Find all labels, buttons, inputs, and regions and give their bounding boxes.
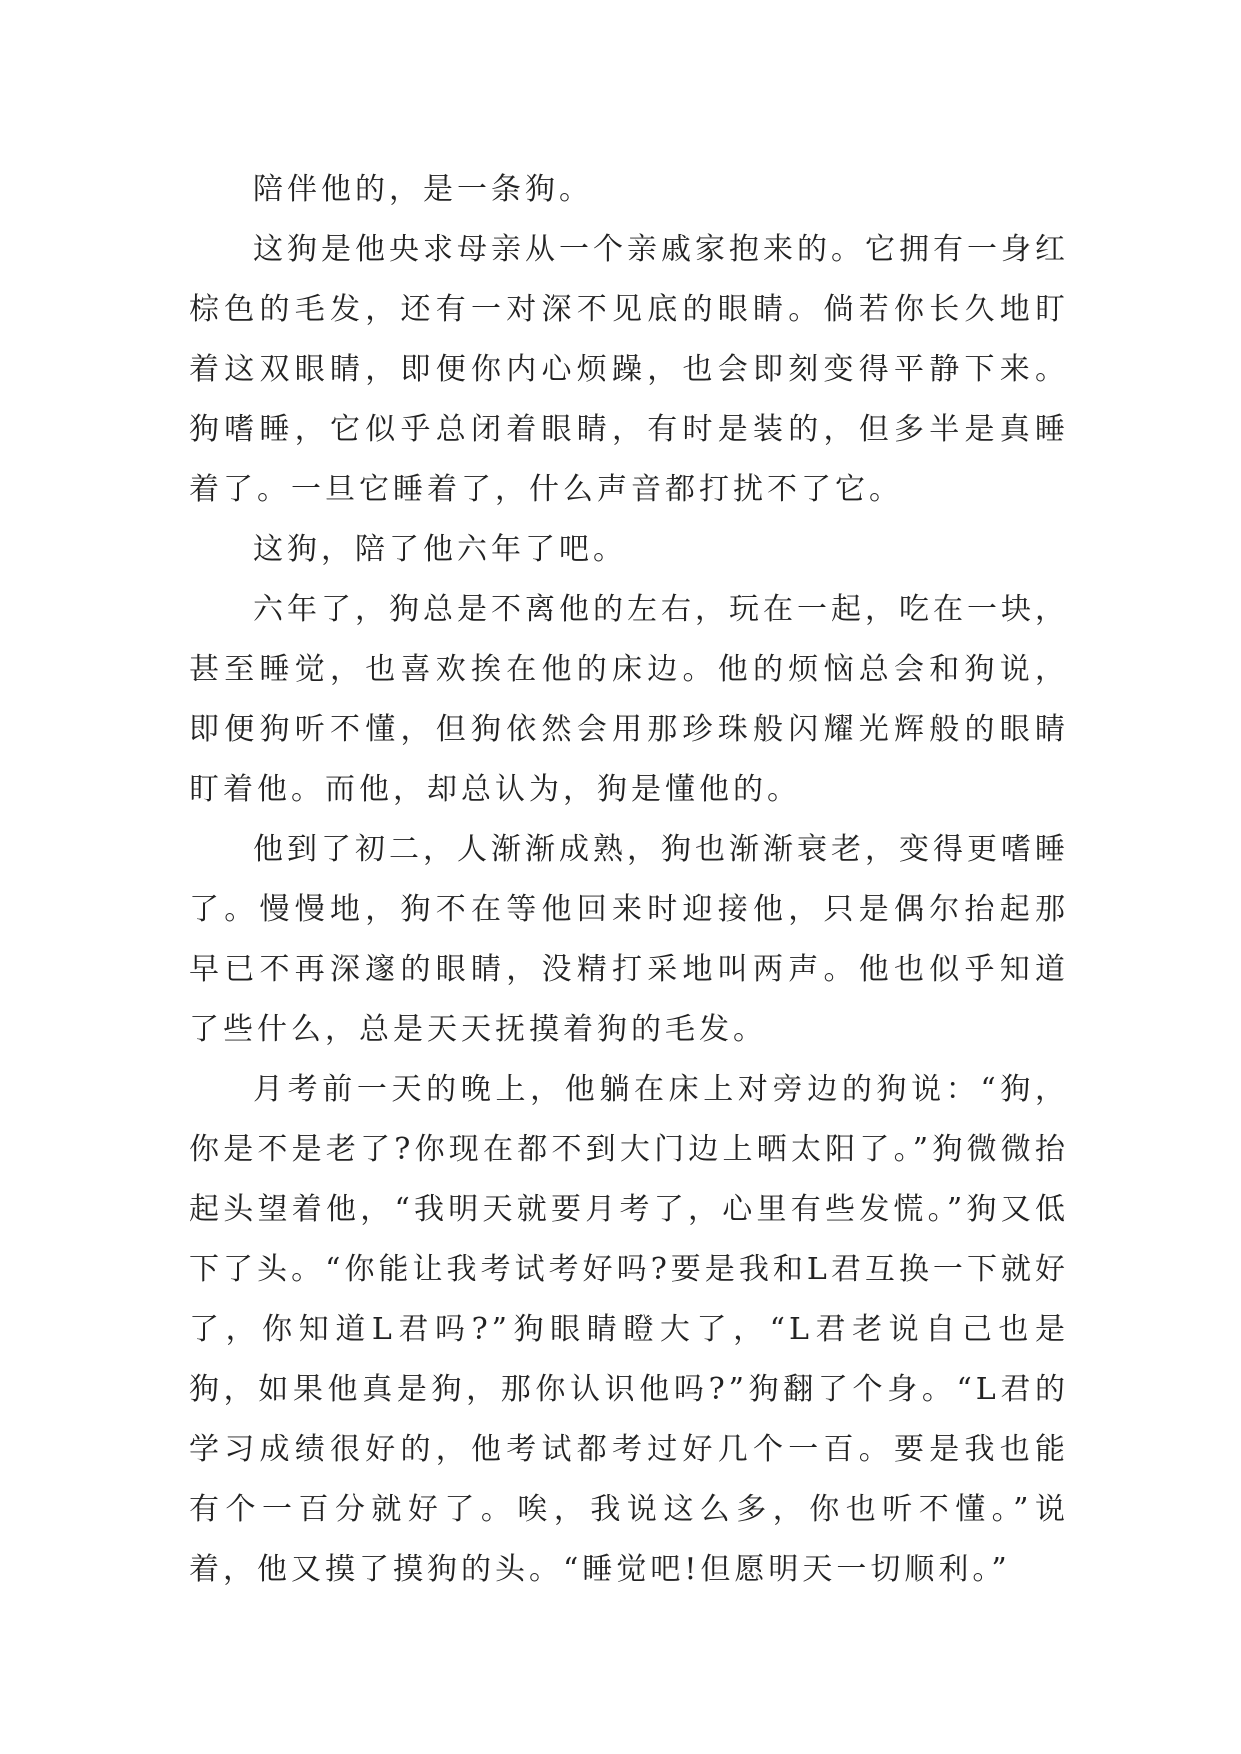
paragraph-2: 这狗是他央求母亲从一个亲戚家抱来的。它拥有一身红棕色的毛发，还有一对深不见底的眼睛。倘若你长久地盯着这双眼睛，即便你内心烦躁，也会即刻变得平静下来。狗嗜睡，它似乎总闭着眼睛，有时是装的，但多半是真睡着了。一旦它睡着了，什么声音都打扰不了它。 [189, 232, 1069, 507]
story-text [189, 160, 1069, 1600]
paragraph-1: 陪伴他的，是一条狗。 [253, 172, 593, 207]
paragraph-6: 月考前一天的晚上，他躺在床上对旁边的狗说：“狗，你是不是老了?你现在都不到大门边上晒太阳了。”狗微微抬起头望着他，“我明天就要月考了，心里有些发慌。”狗又低下了头。“你能让我考试考好吗?要是我和L君互换一下就好了，你知道L君吗?”狗眼睛瞪大了，“L君老说自己也是狗，如果他真是狗，那你认识他吗?”狗翻了个身。“L君的学习成绩很好的，他考试都考过好几个一百。要是我也能有个一百分就好了。唉，我说这么多，你也听不懂。”说着，他又摸了摸狗的头。“睡觉吧!但愿明天一切顺利。” [189, 1072, 1069, 1587]
paragraph-3: 这狗，陪了他六年了吧。 [253, 532, 627, 567]
paragraph-4: 六年了，狗总是不离他的左右，玩在一起，吃在一块，甚至睡觉，也喜欢挨在他的床边。他的烦恼总会和狗说，即便狗听不懂，但狗依然会用那珍珠般闪耀光辉般的眼睛盯着他。而他，却总认为，狗是懂他的。 [189, 592, 1069, 807]
paragraph-5: 他到了初二，人渐渐成熟，狗也渐渐衰老，变得更嗜睡了。慢慢地，狗不在等他回来时迎接他，只是偶尔抬起那早已不再深邃的眼睛，没精打采地叫两声。他也似乎知道了些什么，总是天天抚摸着狗的毛发。 [189, 832, 1069, 1047]
